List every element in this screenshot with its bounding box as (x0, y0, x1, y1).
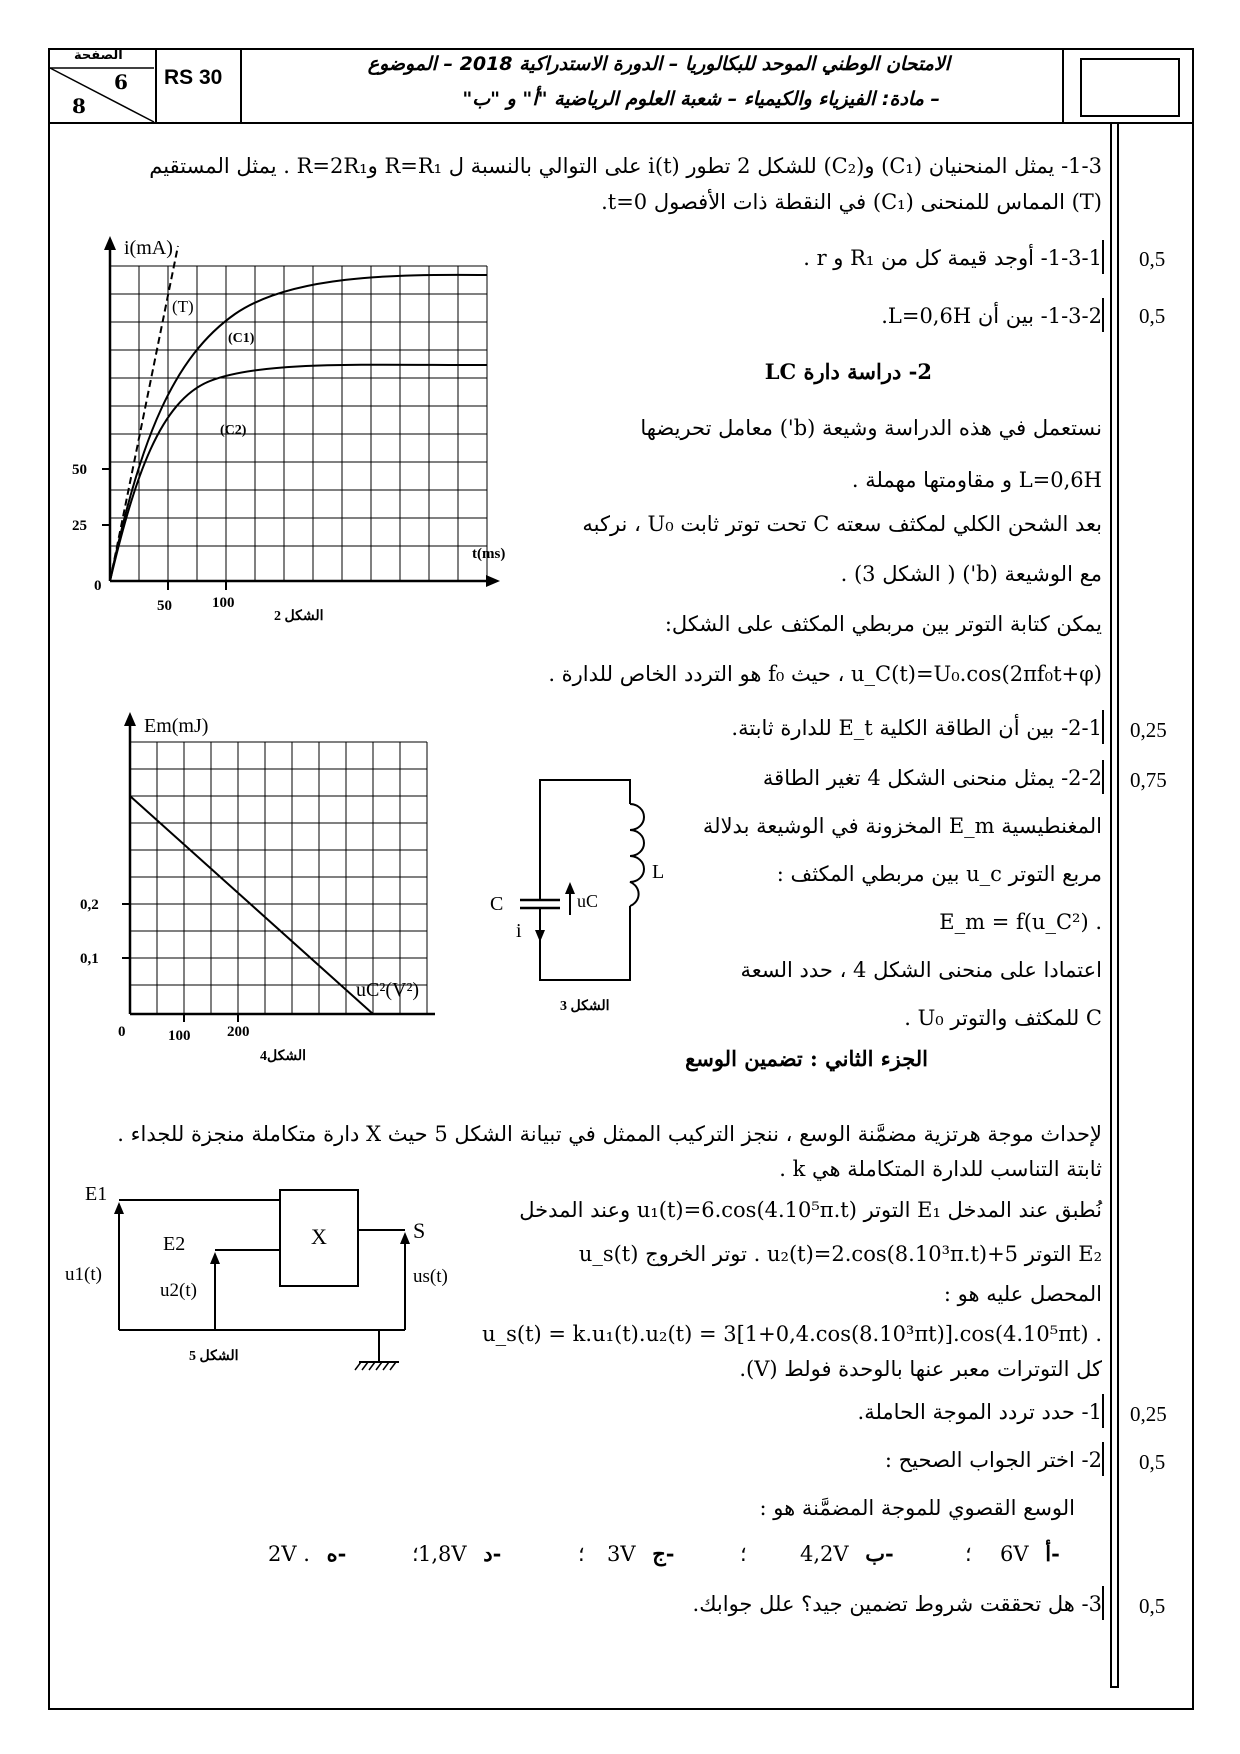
fig3-wire (540, 780, 630, 980)
q13-intro-2: (T) المماس للمنحنى (C₁) في النقطة ذات الأفصول t=0. (601, 190, 1102, 214)
part2-p1: لإحداث موجة هرتزية مضمَّنة الوسع ، ننجز التركيب الممثل في تبيانة الشكل 5 حيث X دارة متكاملة منجزة للجداء . (117, 1122, 1102, 1146)
lc-p6: u_C(t)=U₀.cos(2πf₀t+φ) ، حيث f₀ هو التردد الخاص للدارة . (548, 662, 1102, 686)
choice-b (800, 1540, 894, 1568)
page-label: الصفحة (74, 48, 123, 63)
choice-d-value: 1,8V (418, 1542, 467, 1566)
q22c: مربع التوتر u_c بين مربطي المكثف : (776, 862, 1102, 886)
fig4-grid (130, 742, 427, 1014)
figure-2 (60, 236, 530, 624)
fig3-capacitor (520, 900, 560, 908)
fig2-ytick-0: 0 (94, 578, 102, 594)
fig2-ylabel: i(mA) (124, 237, 173, 259)
q132-rule (1102, 298, 1104, 332)
pts-132: 0,5 (1139, 304, 1166, 328)
q21-rule (1102, 710, 1104, 744)
part2-title: الجزء الثاني : تضمين الوسع (685, 1046, 928, 1071)
q131: 1-3-1- أوجد قيمة كل من R₁ و r . (803, 246, 1102, 270)
lc-p1: نستعمل في هذه الدراسة وشيعة (b') معامل تحريضها (640, 416, 1102, 440)
pts-p2-3: 0,5 (1139, 1594, 1166, 1618)
lc-p3: بعد الشحن الكلي لمكثف سعته C تحت توتر ثابت U₀ ، نركبه (582, 512, 1102, 536)
choice-e (268, 1540, 346, 1568)
pts-131: 0,5 (1139, 247, 1166, 271)
q13-intro-1: 1-3- يمثل المنحنيان (C₁) و(C₂) للشكل 2 تطور i(t) على التوالي بالنسبة ل R=R₁ وR=2R₁ . يمثل المستقيم (149, 154, 1102, 178)
choice-e-value: 2V . (268, 1542, 310, 1566)
q21: 2-1- بين أن الطاقة الكلية E_t للدارة ثابتة. (731, 716, 1102, 740)
q22-rule (1102, 760, 1104, 794)
fig5-us-head (400, 1232, 410, 1244)
pts-22: 0,75 (1130, 768, 1167, 792)
p2q1-rule (1102, 1394, 1104, 1428)
header-bottom-line (48, 122, 1192, 124)
fig2-c1-label: (C1) (228, 331, 255, 346)
sep-2: ؛ (740, 1542, 747, 1566)
fig2-grid (110, 266, 487, 581)
fig4-ytick-01: 0,1 (80, 951, 99, 967)
header-title-2: – مادة: الفيزياء والكيمياء – شعبة العلوم الرياضية "أ" و "ب" (462, 88, 940, 110)
fig4-xlabel: uC²(V²) (356, 979, 420, 1001)
fig3-uc-arrowhead (565, 882, 575, 894)
header-div-1 (155, 48, 157, 124)
choice-b-value: 4,2V (800, 1542, 849, 1566)
header-div-3 (1062, 48, 1064, 124)
q22a: 2-2- يمثل منحنى الشكل 4 تغير الطاقة (762, 766, 1102, 790)
choice-c-label: ج- (652, 1541, 675, 1566)
fig2-xtick-100: 100 (212, 595, 235, 611)
fig5-u2: u2(t) (160, 1280, 197, 1301)
choice-a (1000, 1540, 1060, 1568)
choice-d (418, 1540, 501, 1568)
q22f: C للمكثف والتوتر U₀ . (904, 1006, 1102, 1030)
fig3-i-label: i (516, 920, 522, 942)
header-div-2 (240, 48, 242, 124)
fig2-ytick-25: 25 (72, 518, 87, 534)
choice-c (607, 1540, 675, 1568)
fig5-caption: الشكل 5 (189, 1349, 239, 1364)
choice-a-value: 6V (1000, 1542, 1029, 1566)
part2-p6: . u_s(t) = k.u₁(t).u₂(t) = 3[1+0,4.cos(8.10³πt)].cos(4.10⁵πt) (482, 1322, 1102, 1346)
fig5-u2-head (210, 1252, 220, 1264)
header-title-1: الامتحان الوطني الموحد للبكالوريا – الدورة الاستدراكية 2018 – الموضوع (367, 53, 950, 75)
header-empty-box (1080, 58, 1180, 117)
fig2-tangent-label: (T) (172, 297, 194, 316)
part2-p7: كل التوترات معبر عنها بالوحدة فولط (V). (739, 1357, 1102, 1381)
fig3-l-label: L (652, 861, 665, 883)
part2-q2: 2- اختر الجواب الصحيح : (884, 1448, 1102, 1472)
lc-p5: يمكن كتابة التوتر بين مربطي المكثف على الشكل: (664, 612, 1102, 636)
part2-q1: 1- حدد تردد الموجة الحاملة. (857, 1400, 1102, 1424)
fig2-x-arrow (486, 575, 500, 587)
fig2-y-arrow (104, 236, 116, 250)
fig2-c2-label: (C2) (220, 423, 247, 438)
pts-21: 0,25 (1130, 718, 1167, 742)
fig2-curve-c1 (110, 275, 487, 581)
part2-p5: المحصل عليه هو : (943, 1282, 1102, 1306)
fig2-xtick-50: 50 (157, 598, 172, 614)
lc-title: 2- دراسة دارة LC (764, 359, 932, 384)
q131-rule (1102, 240, 1104, 274)
page-total: 8 (72, 94, 86, 118)
fig4-line (130, 796, 373, 1014)
points-column-bottom (1110, 1686, 1119, 1688)
choice-d-label: د- (483, 1541, 502, 1566)
q22b: المغنطيسية E_m المخزونة في الوشيعة بدلالة (702, 814, 1102, 838)
page-number: 6 (114, 70, 128, 94)
lc-p4: مع الوشيعة (b') ( الشكل 3) . (840, 562, 1102, 586)
choice-e-label: ه- (326, 1541, 347, 1566)
fig4-xtick-100: 100 (168, 1028, 191, 1044)
part2-q2b: الوسع القصوي للموجة المضمَّنة هو : (759, 1496, 1075, 1520)
part2-q3: 3- هل تحققت شروط تضمين جيد؟ علل جوابك. (692, 1592, 1102, 1616)
sep-3: ؛ (578, 1542, 585, 1566)
fig5-x: X (311, 1224, 327, 1249)
pts-p2-1: 0,25 (1130, 1402, 1167, 1426)
fig5-e2: E2 (163, 1233, 186, 1255)
fig3-uc-label: uC (577, 891, 599, 911)
part2-p3: نُطبق عند المدخل E₁ التوتر u₁(t)=6.cos(4.10⁵π.t) وعند المدخل (519, 1198, 1102, 1222)
choice-b-label: ب- (865, 1541, 894, 1566)
fig4-caption: الشكل4 (260, 1049, 306, 1064)
exam-code: RS 30 (164, 66, 223, 89)
fig3-c-label: C (490, 893, 504, 915)
pts-p2-2: 0,5 (1139, 1450, 1166, 1474)
p2q3-rule (1102, 1586, 1104, 1620)
fig3-caption: الشكل 3 (560, 999, 610, 1014)
lc-p2: L=0,6H و مقاومتها مهملة . (851, 468, 1102, 492)
fig5-u1-head (114, 1202, 124, 1214)
fig2-caption: الشكل 2 (274, 609, 324, 624)
fig4-ytick-02: 0,2 (80, 897, 99, 913)
p2q2-rule (1102, 1442, 1104, 1476)
part2-p4: E₂ التوتر u₂(t)=2.cos(8.10³π.t)+5 . توتر الخروج u_s(t) (578, 1242, 1102, 1266)
fig5-ground-hatch (355, 1362, 396, 1370)
fig4-ticks (122, 904, 238, 1022)
page-number-box (50, 50, 154, 122)
sep-4: ؛ (412, 1542, 419, 1566)
fig5-us: us(t) (413, 1266, 448, 1287)
q132: 1-3-2- بين أن L=0,6H. (881, 304, 1102, 328)
points-column-right (1117, 124, 1119, 1686)
fig4-xtick-200: 200 (227, 1024, 250, 1040)
fig5-e1: E1 (85, 1183, 108, 1205)
fig5-s: S (413, 1218, 426, 1243)
figure-4 (80, 712, 510, 1072)
fig3-i-arrowhead (535, 930, 545, 942)
q22d: . E_m = f(u_C²) (939, 910, 1102, 934)
figure-3 (480, 770, 680, 1020)
fig5-u1: u1(t) (65, 1264, 102, 1285)
part2-p2: ثابتة التناسب للدارة المتكاملة هي k . (779, 1157, 1102, 1181)
fig4-y-arrow (124, 712, 136, 726)
fig2-xlabel: t(ms) (472, 546, 506, 562)
q22e: اعتمادا على منحنى الشكل 4 ، حدد السعة (740, 958, 1102, 982)
figure-5 (65, 1180, 465, 1390)
fig4-ylabel: Em(mJ) (144, 715, 209, 737)
sep-1: ؛ (965, 1542, 972, 1566)
choice-c-value: 3V (607, 1542, 636, 1566)
fig4-xtick-0: 0 (118, 1024, 126, 1040)
fig2-ytick-50: 50 (72, 462, 87, 478)
fig3-coil (630, 804, 644, 906)
choice-a-label: أ- (1045, 1541, 1060, 1566)
points-column-left (1110, 124, 1112, 1686)
